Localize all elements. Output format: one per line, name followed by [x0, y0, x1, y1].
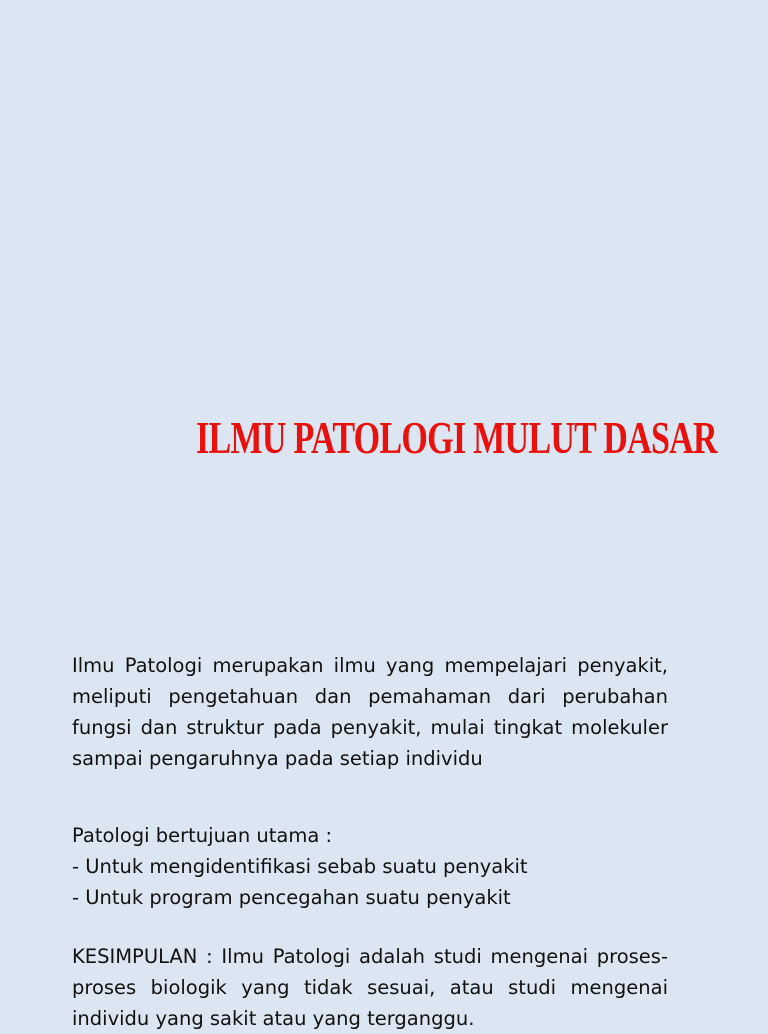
definition-paragraph: Ilmu Patologi merupakan ilmu yang mempelajari penyakit, meliputi pengetahuan dan pemahaman dari perubahan fungsi dan struktur pada penyakit, mulai tingkat molekuler sampai pengaruhnya pada setiap individu: [72, 654, 668, 770]
aims-heading: Patologi bertujuan utama :: [72, 824, 333, 847]
aims-block: [72, 820, 668, 913]
slide-title: ILMU PATOLOGI MULUT DASAR: [196, 412, 717, 463]
aims-item: - Untuk program pencegahan suatu penyakit: [72, 886, 511, 909]
conclusion-paragraph: KESIMPULAN : Ilmu Patologi adalah studi mengenai proses-proses biologik yang tidak sesuai, atau studi mengenai individu yang sakit atau yang terganggu.: [72, 945, 668, 1030]
aims-item: - Untuk mengidentifikasi sebab suatu penyakit: [72, 855, 528, 878]
